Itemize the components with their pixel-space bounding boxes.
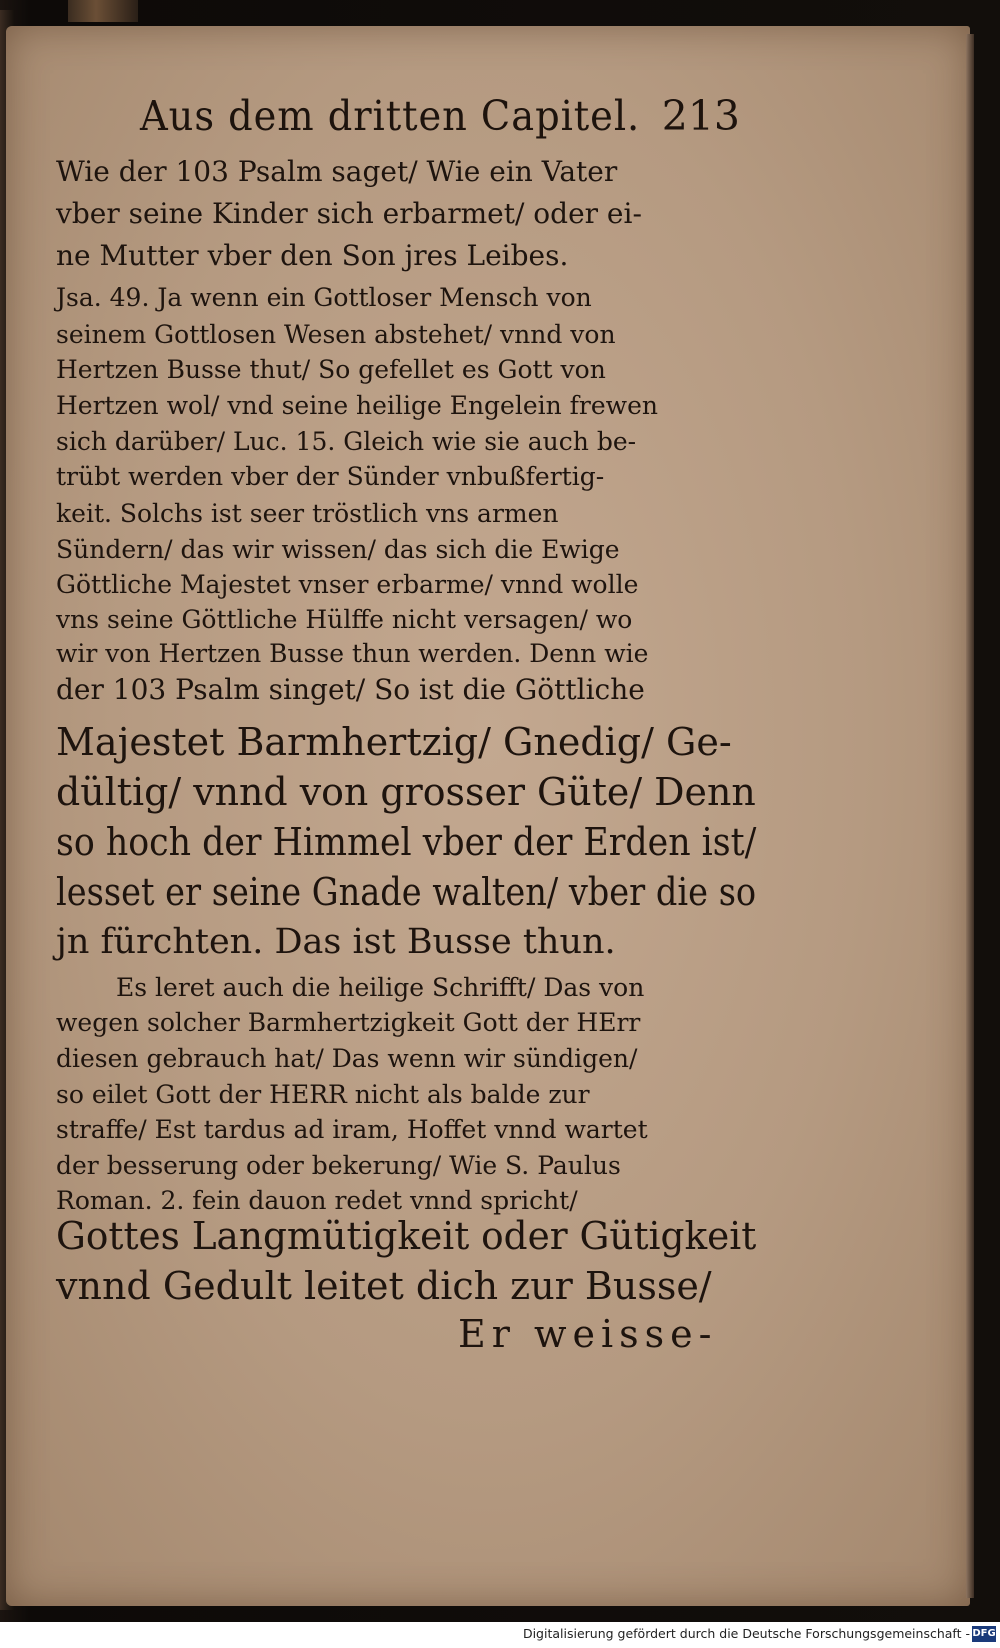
catchword: Er weisse- (458, 1312, 718, 1356)
text-line-13: vns seine Göttliche Hülffe nicht versagen/ wo (56, 605, 633, 634)
text-line-6: Hertzen Busse thut/ So gefellet es Gott von (56, 355, 606, 384)
text-line-28: Gottes Langmütigkeit oder Gütigkeit (56, 1214, 757, 1258)
text-line-23: diesen gebrauch hat/ Das wenn wir sündigen/ (56, 1044, 638, 1073)
text-line-20: jn fürchten. Das ist Busse thun. (56, 922, 616, 962)
running-header (140, 92, 740, 152)
text-line-26: der besserung oder bekerung/ Wie S. Paulus (56, 1151, 621, 1180)
text-line-27: Roman. 2. fein dauon redet vnnd spricht/ (56, 1186, 578, 1215)
text-line-21: Es leret auch die heilige Schrifft/ Das von (116, 973, 645, 1002)
text-line-15: der 103 Psalm singet/ So ist die Göttliche (56, 673, 645, 706)
text-line-18: so hoch der Himmel vber der Erden ist/ (56, 820, 757, 864)
text-line-14: wir von Hertzen Busse thun werden. Denn wie (56, 639, 649, 668)
text-line-8: sich darüber/ Luc. 15. Gleich wie sie auch be- (56, 427, 637, 456)
page-number: 213 (661, 92, 740, 140)
text-line-4: Jsa. 49. Ja wenn ein Gottloser Mensch von (56, 283, 592, 312)
text-line-24: so eilet Gott der HERR nicht als balde zur (56, 1080, 590, 1109)
text-line-2: vber seine Kinder sich erbarmet/ oder ei- (56, 197, 642, 230)
chapter-title: Aus dem dritten Capitel. (140, 92, 641, 140)
text-line-10: keit. Solchs ist seer tröstlich vns armen (56, 499, 559, 528)
text-line-11: Sündern/ das wir wissen/ das sich die Ewige (56, 535, 620, 564)
text-line-12: Göttliche Majestet vnser erbarme/ vnnd wolle (56, 570, 639, 599)
text-line-22: wegen solcher Barmhertzigkeit Gott der HErr (56, 1008, 641, 1037)
text-line-7: Hertzen wol/ vnd seine heilige Engelein frewen (56, 391, 658, 420)
text-line-9: trübt werden vber der Sünder vnbußfertig- (56, 462, 605, 491)
funding-credit: Digitalisierung gefördert durch die Deutsche Forschungsgemeinschaft - (522, 1626, 970, 1641)
digitization-footer (0, 1622, 1000, 1648)
text-line-29: vnnd Gedult leitet dich zur Busse/ (56, 1264, 712, 1308)
page-edge-shadow (966, 34, 974, 1598)
text-line-3: ne Mutter vber den Son jres Leibes. (56, 239, 569, 272)
text-line-5: seinem Gottlosen Wesen abstehet/ vnnd von (56, 320, 616, 349)
text-line-19: lesset er seine Gnade walten/ vber die so (56, 870, 757, 914)
dfg-logo: DFG (972, 1626, 996, 1642)
text-line-17: dültig/ vnnd von grosser Güte/ Denn (56, 770, 756, 814)
book-spine-top (68, 0, 138, 22)
text-line-16: Majestet Barmhertzig/ Gnedig/ Ge- (56, 720, 732, 764)
text-line-25: straffe/ Est tardus ad iram, Hoffet vnnd wartet (56, 1115, 648, 1144)
text-line-1: Wie der 103 Psalm saget/ Wie ein Vater (56, 155, 618, 188)
